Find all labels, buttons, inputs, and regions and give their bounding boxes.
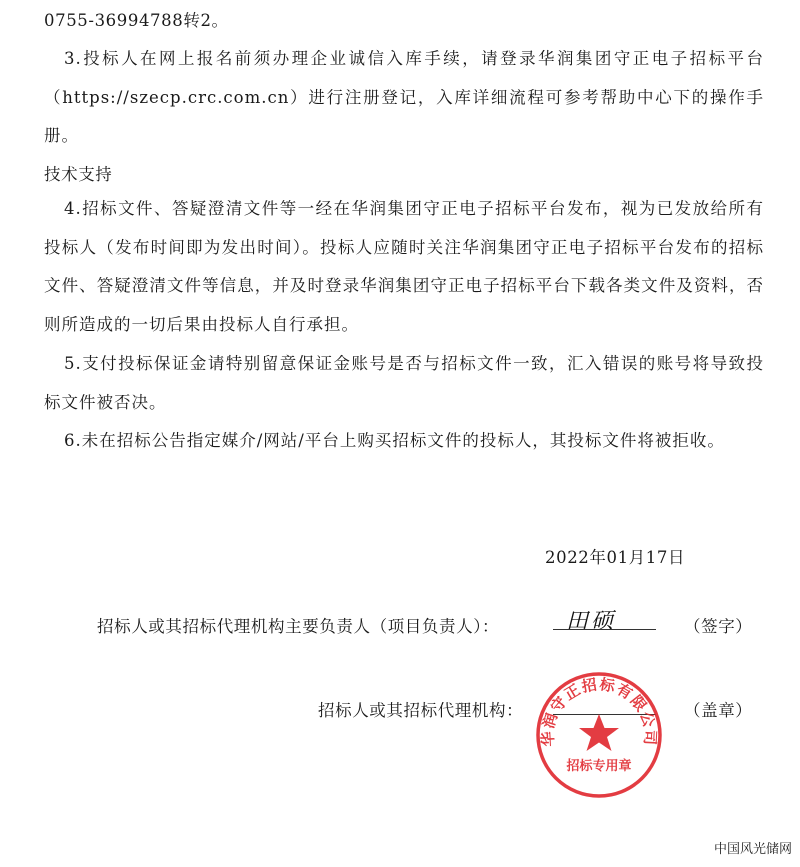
official-seal-stamp bbox=[534, 670, 664, 800]
item-4-paragraph bbox=[44, 190, 764, 344]
item-3-text: 3.投标人在网上报名前须办理企业诚信入库手续，请登录华润集团守正电子招标平台（https://szecp.crc.com.cn）进行注册登记，入库详细流程可参考帮助中心下的操作手册。 bbox=[44, 49, 764, 145]
item-6-text: 6.未在招标公告指定媒介/网站/平台上购买招标文件的投标人，其投标文件将被拒收。 bbox=[64, 431, 725, 450]
watermark: 中国风光储网 bbox=[713, 842, 792, 857]
item-4-text: 4.招标文件、答疑澄清文件等一经在华润集团守正电子招标平台发布，视为已发放给所有投标人（发布时间即为发出时间）。投标人应随时关注华润集团守正电子招标平台发布的招标文件、答疑澄清文件等信息，并及时登录华润集团守正电子招标平台下载各类文件及资料，否则所造成的一切后果由投标人自行承担。 bbox=[44, 199, 764, 334]
signature-label: 招标人或其招标代理机构主要负责人（项目负责人）： bbox=[97, 617, 500, 636]
signature-underline bbox=[553, 629, 656, 630]
tech-support-heading: 技术支持 bbox=[44, 165, 113, 184]
organization-label: 招标人或其招标代理机构： bbox=[318, 701, 524, 720]
phone-line: 0755-36994788转2。 bbox=[44, 11, 229, 30]
seal-outer-text: 华润守正招标有限公司 bbox=[538, 675, 660, 747]
item-3-paragraph bbox=[44, 40, 764, 156]
item-5-paragraph bbox=[44, 345, 764, 422]
organization-note: （盖章） bbox=[684, 701, 753, 720]
date: 2022年01月17日 bbox=[545, 548, 686, 567]
item-5-text: 5.支付投标保证金请特别留意保证金账号是否与招标文件一致，汇入错误的账号将导致投标文件被否决。 bbox=[44, 354, 764, 412]
star-icon bbox=[579, 714, 619, 751]
signature-note: （签字） bbox=[684, 617, 753, 636]
handwritten-signature: 田硕 bbox=[566, 609, 617, 634]
seal-inner-text: 招标专用章 bbox=[566, 759, 632, 774]
item-6-paragraph bbox=[44, 422, 764, 461]
